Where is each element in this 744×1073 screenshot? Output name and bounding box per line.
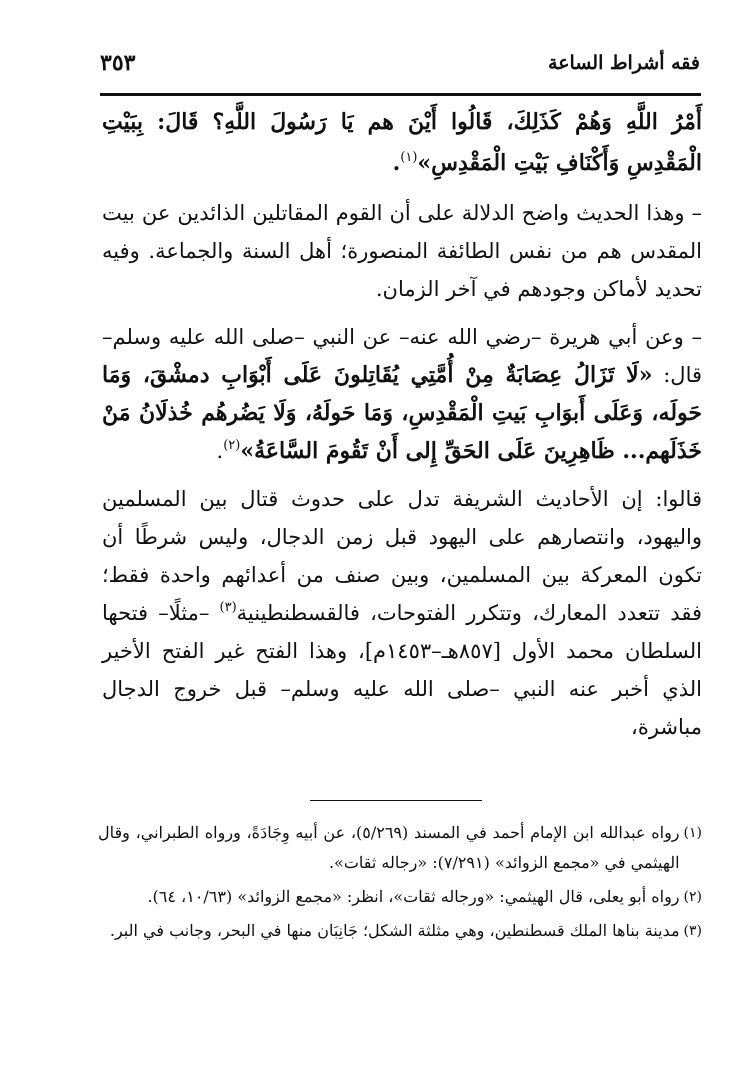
footnotes bbox=[98, 818, 702, 950]
paragraph-text-cont: –مثلًا– فتحها السلطان محمد الأول [٨٥٧هـ–١٤٥٣م]، وهذا الفتح غير الفتح الأخير الذي أخبر عنه النبي –صلى الله عليه وسلم– قبل خروج الدجال مباشرة، bbox=[102, 601, 702, 739]
paragraph-text: أَمْرُ اللَّهِ وَهُمْ كَذَلِكَ، قَالُوا أَيْنَ هم يَا رَسُولَ اللَّهِ؟ قَالَ: بِبَيْتِ الْمَقْدِسِ وَأَكْنَافِ بَيْتِ الْمَقْدِسِ» bbox=[102, 109, 702, 176]
page-number: ٣٥٣ bbox=[100, 50, 136, 76]
paragraph-end: . bbox=[216, 439, 224, 463]
footnote-2 bbox=[98, 882, 702, 912]
header-rule bbox=[100, 93, 701, 96]
footnote-text: رواه أبو يعلى، قال الهيثمي: «ورجاله ثقات»، انظر: «مجمع الزوائد» (١٠/٦٣، ٦٤). bbox=[147, 887, 680, 906]
footnote-separator bbox=[310, 800, 482, 801]
footnote-1 bbox=[98, 818, 702, 878]
footnote-number: (١) bbox=[683, 825, 702, 841]
main-text bbox=[102, 102, 702, 746]
footnote-number: (٢) bbox=[683, 889, 702, 905]
paragraph-text: – وعن أبي هريرة –رضي الله عنه– عن النبي –صلى الله عليه وسلم– قال: bbox=[102, 325, 703, 387]
paragraph-commentary bbox=[102, 194, 702, 308]
running-header bbox=[100, 50, 700, 90]
paragraph-hadith-continuation bbox=[102, 102, 702, 184]
paragraph-hadith-abu-hurayra bbox=[102, 318, 702, 470]
footnote-text: مدينة بناها الملك قسطنطين، وهي مثلثة الشكل؛ جَانِبَان منها في البحر، وجانب في البر. bbox=[109, 921, 680, 940]
paragraph-end: . bbox=[392, 150, 401, 176]
running-title: فقه أشراط الساعة bbox=[548, 52, 700, 74]
paragraph-text: قالوا: إن الأحاديث الشريفة تدل على حدوث قتال بين المسلمين واليهود، وانتصارهم على اليهود قبل زمن الدجال، وليس شرطًا أن تكون المعركة بين المسلمين، وبين صنف من أعدائهم واحدة فقط؛ فقد تتعدد المعارك، وتتكرر الفتوحات، فالقسطنطينية bbox=[102, 487, 702, 625]
footnote-ref-2: (٢) bbox=[223, 438, 241, 453]
footnote-ref-1: (١) bbox=[400, 150, 418, 165]
footnote-ref-3: (٣) bbox=[219, 600, 237, 615]
footnote-3 bbox=[98, 916, 702, 946]
footnote-text: رواه عبدالله ابن الإمام أحمد في المسند (٥/٢٦٩)، عن أبيه وِجَادَةً، ورواه الطبراني، وقال الهيثمي في «مجمع الزوائد» (٧/٢٩١): «رجاله ثقات». bbox=[98, 823, 680, 872]
hadith-quote: «لَا تَزَالُ عِصَابَةٌ مِنْ أُمَّتِي يُقَاتِلونَ عَلَى أَبْوَابِ دمشْقَ، وَمَا حَولَه، وَعَلَى أَبوَابِ بَيتِ الْمَقْدِسِ، وَمَا حَولَهُ، وَلَا يَضُرهُم خُذلَانُ مَنْ خَذَلَهم... ظَاهِرِينَ عَلَى الحَقِّ إِلى أَنْ تَقُومَ السَّاعَةُ» bbox=[102, 362, 702, 464]
paragraph-text: – وهذا الحديث واضح الدلالة على أن القوم المقاتلين الذائدين عن بيت المقدس هم من نفس الطائفة المنصورة؛ أهل السنة والجماعة. وفيه تحديد لأماكن وجودهم في آخر الزمان. bbox=[102, 201, 702, 301]
footnote-number: (٣) bbox=[683, 923, 702, 939]
paragraph-qalu bbox=[102, 480, 702, 746]
